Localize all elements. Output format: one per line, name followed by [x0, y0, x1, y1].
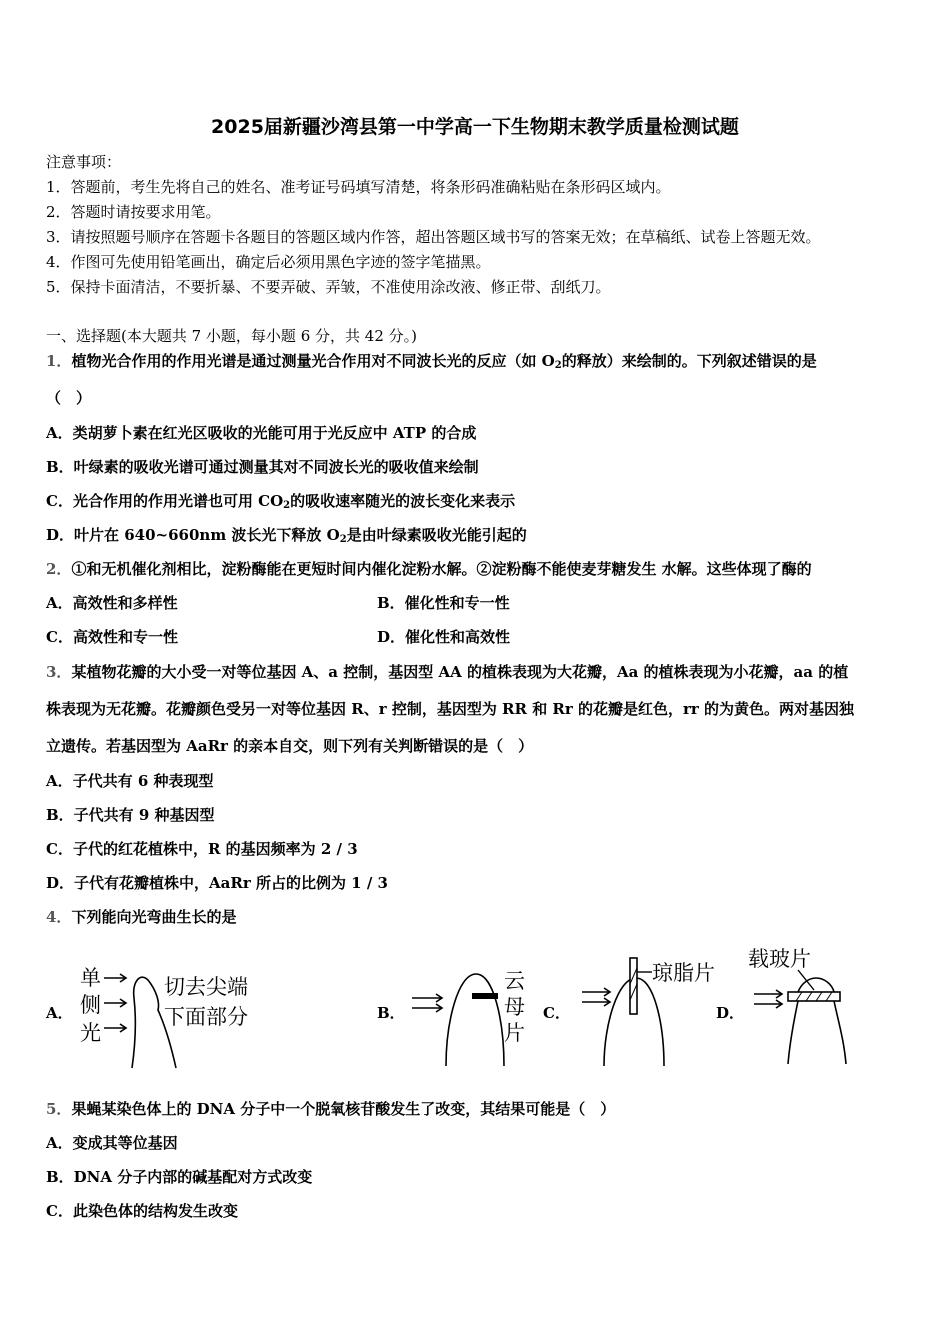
section-heading: 一、选择题(本大题共 7 小题，每小题 6 分，共 42 分。): [46, 327, 417, 345]
q1-option-a: A．类胡萝卜素在红光区吸收的光能可用于光反应中 ATP 的合成: [46, 424, 477, 442]
q2-option-d: D．催化性和高效性: [377, 628, 511, 646]
figure-a-note-1: 切去尖端: [164, 975, 248, 999]
figure-a-light-3: 光: [80, 1021, 101, 1045]
figure-a-light-2: 侧: [80, 993, 101, 1017]
q4-label-a: A．: [46, 1004, 73, 1022]
figure-a-arrows: [104, 974, 126, 1032]
q3-option-a: A．子代共有 6 种表现型: [46, 772, 214, 790]
q2-option-a: A．高效性和多样性: [46, 594, 178, 612]
q3-stem-line3: 立遗传。若基因型为 AaRr 的亲本自交，则下列有关判断错误的是（ ）: [46, 737, 534, 755]
q5-option-a: A．变成其等位基因: [46, 1134, 178, 1152]
q3-number: 3．: [46, 663, 72, 681]
q3-option-c: C．子代的红花植株中，R 的基因频率为 2 / 3: [46, 840, 358, 858]
figure-b-note-2: 母: [504, 995, 525, 1019]
page-title: 2025届新疆沙湾县第一中学高一下生物期末教学质量检测试题: [211, 116, 739, 138]
figure-d-glass-slide: [788, 992, 840, 1001]
q5-stem: 5．果蝇某染色体上的 DNA 分子中一个脱氧核苷酸发生了改变，其结果可能是（ ）: [46, 1100, 616, 1118]
q2-number: 2．: [46, 560, 72, 578]
q4-stem: 4．下列能向光弯曲生长的是: [46, 908, 237, 926]
q1-option-c: C．光合作用的作用光谱也可用 $CO_2$的吸收速率随光的波长变化来表示: [46, 492, 516, 511]
q5-number: 5．: [46, 1100, 72, 1118]
q4-label-c: C．: [543, 1004, 570, 1022]
figure-a-note-2: 下面部分: [164, 1005, 248, 1029]
figure-b: [408, 962, 538, 1078]
q3-stem-line1: 3．某植物花瓣的大小受一对等位基因 A、a 控制，基因型 AA 的植株表现为大花瓣，Aa 的植株表现为小花瓣，aa 的植: [46, 663, 849, 681]
q1-number: 1．: [46, 352, 72, 370]
figure-c-note: 琼脂片: [652, 961, 715, 985]
q2-stem: 2．①和无机催化剂相比，淀粉酶能在更短时间内催化淀粉水解。②淀粉酶不能使麦芽糖发生 水解。这些体现了酶的: [46, 560, 812, 578]
figure-b-arrows: [412, 994, 442, 1012]
notice-item-2: 2．答题时请按要求用笔。: [46, 203, 221, 221]
q4-label-b: B．: [377, 1004, 405, 1022]
q1-option-b: B．叶绿素的吸收光谱可通过测量其对不同波长光的吸收值来绘制: [46, 458, 479, 476]
q3-stem-line2: 株表现为无花瓣。花瓣颜色受另一对等位基因 R、r 控制，基因型为 RR 和 Rr 的花瓣是红色，rr 的为黄色。两对基因独: [46, 700, 855, 718]
q4-number: 4．: [46, 908, 72, 926]
figure-d-seedling: [788, 1001, 846, 1064]
figure-d-note: 载玻片: [748, 947, 811, 971]
q4-label-d: D．: [716, 1004, 745, 1022]
q1-stem: 1．植物光合作用的作用光谱是通过测量光合作用对不同波长光的反应（如 $O_2$的释放）来绘制的。下列叙述错误的是: [46, 352, 817, 371]
notice-heading: 注意事项：: [46, 153, 122, 171]
q5-option-c: C．此染色体的结构发生改变: [46, 1202, 238, 1220]
figure-d: [748, 940, 868, 1072]
figure-b-note-1: 云: [504, 969, 525, 993]
figure-a: [78, 958, 253, 1077]
figure-b-note-3: 片: [504, 1021, 525, 1045]
q3-option-b: B．子代共有 9 种基因型: [46, 806, 215, 824]
q1-option-d: D．叶片在 640~660nm 波长光下释放 $O_2$是由叶绿素吸收光能引起的: [46, 526, 527, 545]
figure-b-seedling: [446, 974, 504, 1066]
notice-item-5: 5．保持卡面清洁，不要折暴、不要弄破、弄皱，不准使用涂改液、修正带、刮纸刀。: [46, 278, 611, 296]
notice-item-1: 1．答题前，考生先将自己的姓名、准考证号码填写清楚，将条形码准确粘贴在条形码区域内。: [46, 178, 671, 196]
notice-item-4: 4．作图可先使用铅笔画出，确定后必须用黑色字迹的签字笔描黑。: [46, 253, 491, 271]
q1-paren: （ ）: [46, 389, 92, 407]
figure-d-tip: [798, 978, 834, 992]
notice-item-3: 3．请按照题号顺序在答题卡各题目的答题区域内作答，超出答题区域书写的答案无效；在草稿纸、试卷上答题无效。: [46, 228, 821, 246]
figure-b-mica-sheet: [472, 993, 498, 999]
figure-a-light-1: 单: [80, 966, 101, 990]
q5-option-b: B．DNA 分子内部的碱基配对方式改变: [46, 1168, 313, 1186]
figure-d-arrows: [754, 990, 782, 1008]
q2-option-c: C．高效性和专一性: [46, 628, 178, 646]
q3-option-d: D．子代有花瓣植株中，AaRr 所占的比例为 1 / 3: [46, 874, 388, 892]
q2-option-b: B．催化性和专一性: [377, 594, 510, 612]
figure-c: [578, 954, 718, 1078]
figure-c-arrows: [582, 988, 610, 1006]
